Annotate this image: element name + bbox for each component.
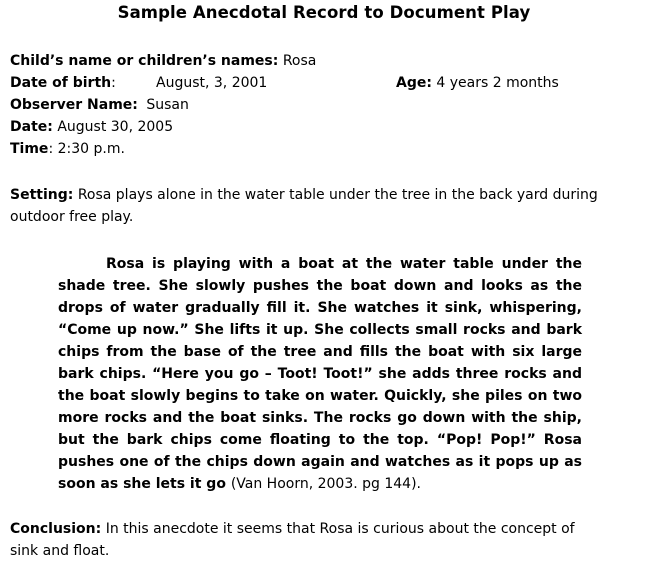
conclusion-paragraph xyxy=(10,518,590,562)
age-group xyxy=(396,72,559,94)
observer-value: Susan xyxy=(146,97,189,113)
conclusion-text: In this anecdote it seems that Rosa is curious about the concept of sink and float. xyxy=(10,521,575,559)
time-row xyxy=(10,138,125,160)
setting-paragraph xyxy=(10,184,638,228)
date-row xyxy=(10,116,173,138)
child-name-row xyxy=(10,50,316,72)
anecdote-citation: (Van Hoorn, 2003. pg 144). xyxy=(230,476,421,492)
observer-label: Observer Name: xyxy=(10,97,138,113)
child-name-label: Child’s name or children’s names: xyxy=(10,53,279,69)
dob-label: Date of birth xyxy=(10,75,112,91)
conclusion-label: Conclusion: xyxy=(10,521,102,537)
setting-label: Setting: xyxy=(10,187,74,203)
anecdote-text: Rosa is playing with a boat at the water table under the shade tree. She slowly pushes the boat down and looks as the drops of water gradually fill it. She watches it sink, whispering, “Come up now.” She lifts it up. She collects small rocks and bark chips from the base of the tree and fills the boat with six large bark chips. “Here you go – Toot! Toot!” she adds three rocks and the boat slowly begins to take on water. Quickly, she piles on two more rocks and the boat sinks. The rocks go down with the ship, but the bark chips come floating to the top. “Pop! Pop!” Rosa pushes one of the chips down again and watches as it pops up as soon as she lets it go xyxy=(58,256,582,492)
document-title: Sample Anecdotal Record to Document Play xyxy=(117,3,531,22)
age-value: 4 years 2 months xyxy=(436,75,559,91)
age-label: Age: xyxy=(396,75,432,91)
date-label: Date: xyxy=(10,119,53,135)
time-value: 2:30 p.m. xyxy=(57,141,125,157)
time-colon: : xyxy=(48,141,54,157)
date-value: August 30, 2005 xyxy=(57,119,174,135)
time-label: Time xyxy=(10,141,49,157)
dob-value: August, 3, 2001 xyxy=(156,75,268,91)
setting-text: Rosa plays alone in the water table under the tree in the back yard during outdoor free play. xyxy=(10,187,598,225)
observer-row xyxy=(10,94,189,116)
dob-age-row xyxy=(10,72,630,94)
child-name-value: Rosa xyxy=(282,53,317,69)
dob-colon: : xyxy=(111,75,116,91)
anecdote-quote xyxy=(58,253,582,495)
